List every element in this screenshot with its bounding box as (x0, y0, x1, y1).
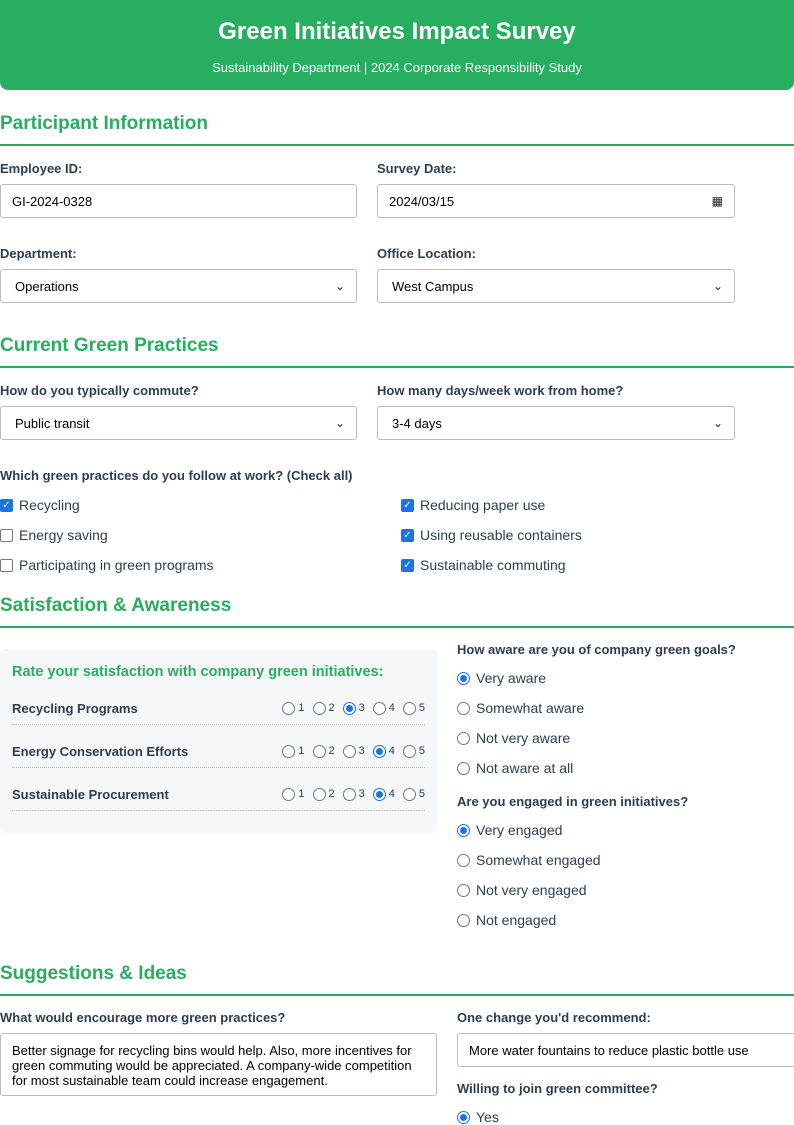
rating-option[interactable] (282, 745, 304, 758)
rating-row (12, 692, 425, 725)
radio-label: Somewhat engaged (476, 852, 601, 868)
radio-option[interactable] (457, 822, 562, 838)
practice-label: Sustainable commuting (420, 557, 566, 573)
practice-label: Recycling (19, 497, 80, 513)
change-value: More water fountains to reduce plastic bottle use (469, 1042, 749, 1058)
survey-date-value: 2024/03/15 (389, 193, 455, 209)
radio[interactable] (282, 702, 295, 715)
commute-label: How do you typically commute? (0, 383, 199, 398)
radio[interactable] (282, 745, 295, 758)
radio-label: Not aware at all (476, 760, 574, 776)
survey-date-label: Survey Date: (377, 161, 457, 176)
rating-number: 1 (298, 745, 305, 757)
radio[interactable] (457, 732, 470, 745)
radio[interactable] (403, 788, 416, 801)
rating-scale (282, 745, 425, 758)
radio[interactable] (313, 702, 326, 715)
rating-number: 4 (388, 745, 395, 757)
radio[interactable] (313, 745, 326, 758)
radio[interactable] (457, 854, 470, 867)
practice-checkbox-item[interactable] (401, 497, 545, 513)
rating-number: 3 (358, 702, 365, 714)
rating-number: 5 (418, 788, 425, 800)
rating-option[interactable] (373, 788, 395, 801)
checkbox[interactable] (0, 529, 13, 542)
rating-option[interactable] (373, 702, 395, 715)
committee-label: Willing to join green committee? (457, 1081, 658, 1096)
rating-row-label: Sustainable Procurement (12, 786, 169, 802)
rating-number: 2 (328, 788, 335, 800)
rating-number: 4 (388, 788, 395, 800)
wfh-select[interactable] (377, 406, 735, 440)
survey-title: Green Initiatives Impact Survey (218, 18, 576, 45)
encourage-label: What would encourage more green practices? (0, 1010, 286, 1025)
rating-title: Rate your satisfaction with company green initiatives: (12, 664, 384, 680)
rating-option[interactable] (313, 745, 335, 758)
rating-option[interactable] (343, 745, 365, 758)
section-satisfaction-title: Satisfaction & Awareness (0, 595, 794, 628)
rating-number: 2 (328, 702, 335, 714)
location-label: Office Location: (377, 246, 476, 261)
radio[interactable] (457, 884, 470, 897)
calendar-icon[interactable]: ▦ (711, 194, 723, 208)
checkbox[interactable]: ✓ (401, 529, 414, 542)
rating-option[interactable] (282, 702, 304, 715)
rating-option[interactable] (313, 702, 335, 715)
radio-label: Not very engaged (476, 882, 587, 898)
practices-check-label: Which green practices do you follow at work? (Check all) (0, 468, 353, 483)
rating-option[interactable] (343, 788, 365, 801)
survey-header (0, 0, 794, 90)
department-label: Department: (0, 246, 77, 261)
survey-subtitle: Sustainability Department | 2024 Corporate Responsibility Study (212, 60, 582, 75)
radio-option[interactable] (457, 730, 570, 746)
rating-number: 5 (418, 702, 425, 714)
rating-option[interactable] (373, 745, 395, 758)
radio-option[interactable] (457, 670, 546, 686)
checkbox[interactable]: ✓ (0, 499, 13, 512)
practice-checkbox-item[interactable] (401, 557, 566, 573)
radio-label: Somewhat aware (476, 700, 585, 716)
radio[interactable] (403, 745, 416, 758)
radio-label: Yes (476, 1109, 499, 1125)
radio[interactable] (457, 762, 470, 775)
practice-label: Energy saving (19, 527, 108, 543)
rating-row (12, 778, 425, 811)
checkbox[interactable]: ✓ (401, 499, 414, 512)
radio-option[interactable] (457, 912, 556, 928)
radio-option[interactable] (457, 760, 573, 776)
radio[interactable] (343, 788, 356, 801)
radio[interactable] (457, 914, 470, 927)
rating-row (12, 735, 425, 768)
rating-option[interactable] (282, 788, 304, 801)
radio-label: Not engaged (476, 912, 557, 928)
radio[interactable] (373, 745, 386, 758)
wfh-value: 3-4 days (392, 415, 442, 431)
department-select[interactable] (0, 269, 357, 303)
checkbox[interactable] (0, 559, 13, 572)
radio[interactable] (457, 672, 470, 685)
practice-checkbox-item[interactable] (0, 557, 214, 573)
location-value: West Campus (392, 278, 474, 294)
radio[interactable] (457, 824, 470, 837)
section-practices-title: Current Green Practices (0, 335, 794, 368)
radio[interactable] (457, 702, 470, 715)
radio-option[interactable] (457, 852, 601, 868)
practice-label: Using reusable containers (420, 527, 582, 543)
checkbox[interactable]: ✓ (401, 559, 414, 572)
section-participant-title: Participant Information (0, 113, 794, 146)
practice-checkbox-item[interactable] (0, 497, 80, 513)
survey-date-input[interactable] (377, 184, 735, 218)
commute-value: Public transit (15, 415, 90, 431)
employee-id-label: Employee ID: (0, 161, 83, 176)
radio[interactable] (373, 788, 386, 801)
radio[interactable] (313, 788, 326, 801)
chevron-down-icon: ⌄ (334, 279, 345, 293)
rating-number: 3 (358, 788, 365, 800)
engaged-label: Are you engaged in green initiatives? (457, 794, 689, 809)
rating-scale (282, 788, 425, 801)
rating-scale (282, 702, 425, 715)
rating-number: 2 (328, 745, 335, 757)
rating-option[interactable] (403, 745, 425, 758)
aware-label: How aware are you of company green goals? (457, 642, 736, 657)
rating-option[interactable] (343, 702, 365, 715)
change-label: One change you'd recommend: (457, 1010, 651, 1025)
rating-number: 1 (298, 788, 305, 800)
rating-option[interactable] (403, 702, 425, 715)
chevron-down-icon: ⌄ (712, 279, 723, 293)
employee-id-value: GI-2024-0328 (12, 193, 93, 209)
radio[interactable] (282, 788, 295, 801)
rating-row-label: Recycling Programs (12, 700, 138, 716)
rating-number: 3 (358, 745, 365, 757)
department-value: Operations (15, 278, 79, 294)
radio[interactable] (343, 745, 356, 758)
change-input[interactable] (457, 1033, 794, 1067)
radio[interactable] (373, 702, 386, 715)
practice-label: Reducing paper use (420, 497, 546, 513)
radio-label: Not very aware (476, 730, 571, 746)
rating-row-label: Energy Conservation Efforts (12, 743, 189, 759)
radio-option[interactable] (457, 700, 584, 716)
rating-number: 5 (418, 745, 425, 757)
radio[interactable] (403, 702, 416, 715)
section-suggestions-title: Suggestions & Ideas (0, 963, 794, 996)
rating-option[interactable] (313, 788, 335, 801)
radio-option[interactable] (457, 882, 587, 898)
employee-id-input[interactable] (0, 184, 357, 218)
chevron-down-icon: ⌄ (334, 416, 345, 430)
wfh-label: How many days/week work from home? (377, 383, 624, 398)
commute-select[interactable] (0, 406, 357, 440)
chevron-down-icon: ⌄ (712, 416, 723, 430)
rating-number: 1 (298, 702, 305, 714)
radio[interactable] (343, 702, 356, 715)
encourage-textarea[interactable]: Better signage for recycling bins would help. Also, more incentives for green commuting would be appreciated. A company-wide competition for most sustainable team could increase engagement. (0, 1033, 437, 1096)
radio-label: Very engaged (476, 822, 563, 838)
radio[interactable] (457, 1111, 470, 1124)
practice-checkbox-item[interactable] (0, 527, 108, 543)
location-select[interactable] (377, 269, 735, 303)
rating-option[interactable] (403, 788, 425, 801)
radio-label: Very aware (476, 670, 547, 686)
practice-checkbox-item[interactable] (401, 527, 582, 543)
rating-number: 4 (388, 702, 395, 714)
practice-label: Participating in green programs (19, 557, 214, 573)
